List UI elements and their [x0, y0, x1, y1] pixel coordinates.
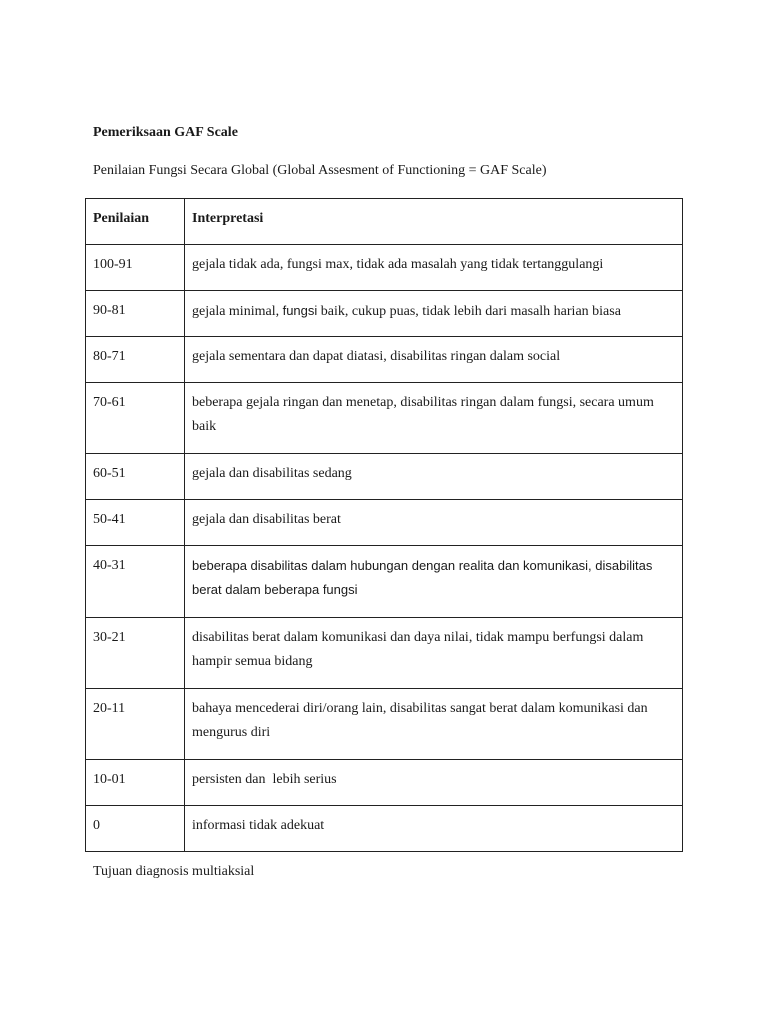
row-interpretation: bahaya mencederai diri/orang lain, disabilitas sangat berat dalam komunikasi dan mengurus diri — [185, 689, 683, 760]
row-interpretation: gejala dan disabilitas berat — [185, 500, 683, 546]
table-row — [86, 760, 683, 806]
row-interpretation: informasi tidak adekuat — [185, 806, 683, 852]
header-interpretation: Interpretasi — [185, 199, 683, 245]
row-score: 60-51 — [86, 454, 185, 500]
row-interpretation-part: gejala minimal, — [192, 304, 283, 319]
table-row — [86, 245, 683, 291]
document-footer-text: Tujuan diagnosis multiaksial — [93, 864, 255, 879]
table-row — [86, 291, 683, 337]
row-score: 90-81 — [86, 291, 185, 337]
row-score: 20-11 — [86, 689, 185, 760]
row-interpretation: persisten dan lebih serius — [185, 760, 683, 806]
row-score: 10-01 — [86, 760, 185, 806]
gaf-scale-table — [85, 198, 683, 852]
table-row — [86, 806, 683, 852]
row-interpretation: gejala dan disabilitas sedang — [185, 454, 683, 500]
row-interpretation: gejala tidak ada, fungsi max, tidak ada masalah yang tidak tertanggulangi — [185, 245, 683, 291]
row-score: 40-31 — [86, 546, 185, 618]
row-interpretation — [185, 291, 683, 337]
table-row — [86, 689, 683, 760]
row-score: 70-61 — [86, 383, 185, 454]
table-row — [86, 454, 683, 500]
header-score: Penilaian — [86, 199, 185, 245]
table-row — [86, 383, 683, 454]
document-heading: Pemeriksaan GAF Scale — [93, 125, 238, 140]
table-row — [86, 500, 683, 546]
row-interpretation: gejala sementara dan dapat diatasi, disabilitas ringan dalam social — [185, 337, 683, 383]
table-row — [86, 546, 683, 618]
row-score: 80-71 — [86, 337, 185, 383]
table-row — [86, 337, 683, 383]
row-interpretation: beberapa disabilitas dalam hubungan dengan realita dan komunikasi, disabilitas berat dalam beberapa fungsi — [185, 546, 683, 618]
row-score: 100-91 — [86, 245, 185, 291]
table-row — [86, 618, 683, 689]
row-interpretation: beberapa gejala ringan dan menetap, disabilitas ringan dalam fungsi, secara umum baik — [185, 383, 683, 454]
document-subtitle: Penilaian Fungsi Secara Global (Global Assesment of Functioning = GAF Scale) — [93, 163, 547, 178]
table-header-row — [86, 199, 683, 245]
row-interpretation: disabilitas berat dalam komunikasi dan daya nilai, tidak mampu berfungsi dalam hampir semua bidang — [185, 618, 683, 689]
row-score: 30-21 — [86, 618, 185, 689]
row-interpretation-part: baik, cukup puas, tidak lebih dari masalh harian biasa — [317, 304, 621, 319]
row-score: 50-41 — [86, 500, 185, 546]
row-interpretation-part: fungsi — [282, 303, 318, 318]
row-score: 0 — [86, 806, 185, 852]
